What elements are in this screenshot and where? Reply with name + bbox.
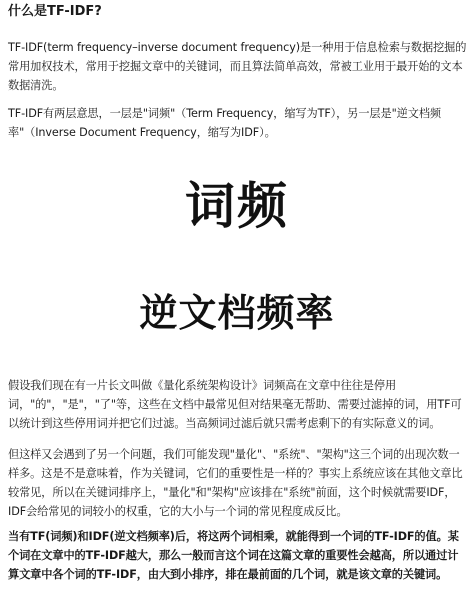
- term-frequency-heading: 词频: [185, 177, 289, 235]
- intro-paragraph: TF-IDF(term frequency–inverse document frequency)是一种用于信息检索与数据挖掘的常用加权技术，常用于挖掘文章中的关键词，而且算法简单高效，常被工业用于最开始的文本数据清洗。: [8, 41, 467, 92]
- conclusion-paragraph: 当有TF(词频)和IDF(逆文档频率)后，将这两个词相乘，就能得到一个词的TF-IDF的值。某个词在文章中的TF-IDF越大，那么一般而言这个词在这篇文章的重要性会越高，所以通过计算文章中各个词的TF-IDF，由大到小排序，排在最前面的几个词，就是该文章的关键词。: [8, 530, 459, 581]
- example-paragraph: 假设我们现在有一片长文叫做《量化系统架构设计》词频高在文章中往往是停用词，"的"，"是"，"了"等，这些在文档中最常见但对结果毫无帮助、需要过滤掉的词，用TF可以统计到这些停用词并把它们过滤。当高频词过滤后就只需考虑剩下的有实际意义的词。: [8, 379, 462, 430]
- article-title: 什么是TF-IDF?: [8, 4, 102, 19]
- inverse-document-frequency-heading: 逆文档频率: [139, 291, 335, 335]
- problem-paragraph: 但这样又会遇到了另一个问题，我们可能发现"量化"、"系统"、"架构"这三个词的出现次数一样多。这是不是意味着，作为关键词，它们的重要性是一样的？事实上系统应该在其他文章比较常见，所以在关键词排序上，"量化"和"架构"应该排在"系统"前面，这个时候就需要IDF，IDF会给常见的词较小的权重，它的大小与一个词的常见程度成反比。: [8, 448, 463, 518]
- meaning-paragraph: TF-IDF有两层意思，一层是"词频"（Term Frequency，缩写为TF），另一层是"逆文档频率"（Inverse Document Frequency，缩写为IDF）。: [8, 107, 442, 139]
